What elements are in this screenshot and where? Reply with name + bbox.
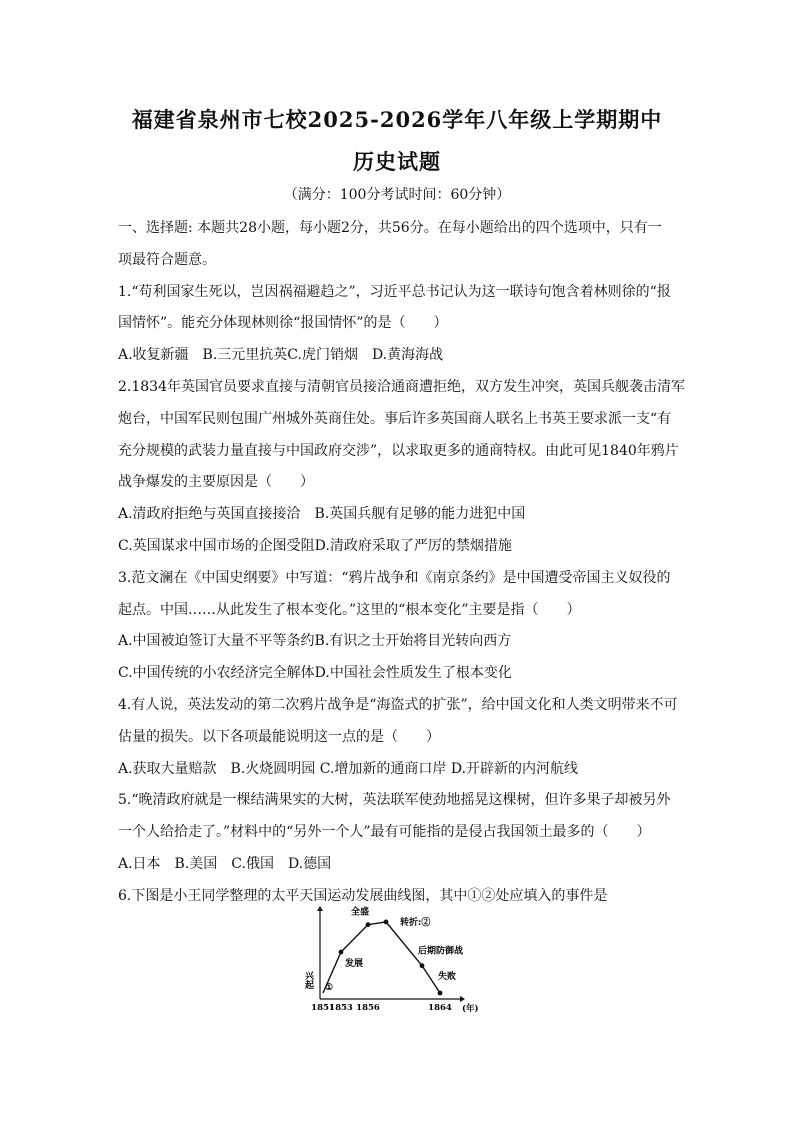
annotation-label: 全盛 — [350, 907, 370, 918]
question-text: 5.“晚清政府就是一棵结满果实的大树，英法联军使劲地摇晃这棵树，但许多果子却被另外 — [118, 792, 671, 809]
question-options: C.英国谋求中国市场的企图受阻D.清政府采取了严厉的禁烟措施 — [118, 537, 512, 554]
question-text: 战争爆发的主要原因是（ ） — [118, 474, 314, 491]
question-text: 1.“苟利国家生死以，岂因祸福避趋之”，习近平总书记认为这一联诗句饱含着林则徐的“报 — [118, 283, 671, 300]
question-text: 一个人给拾走了。”材料中的“另外一个人”最有可能指的是侵占我国领土最多的（ ） — [118, 824, 651, 841]
data-point — [339, 950, 344, 955]
data-point — [438, 991, 443, 996]
question-options: A.获取大量赔款 B.火烧圆明园 C.增加新的通商口岸 D.开辟新的内河航线 — [118, 760, 579, 777]
question-text: 国情怀”。能充分体现林则徐“报国情怀”的是（ ） — [118, 315, 448, 332]
exam-subtitle: 历史试题 — [353, 149, 441, 174]
annotation-label: 失败 — [438, 972, 457, 982]
question-text: 4.有人说，英法发动的第二次鸦片战争是“海盗式的扩张”，给中国文化和人类文明带来不可 — [118, 696, 678, 713]
exam-title: 福建省泉州市七校2025-2026学年八年级上学期期中 — [131, 107, 663, 132]
question-options: A.日本 B.美国 C.俄国 D.德国 — [118, 855, 332, 872]
question-text: 估量的损失。以下各项最能说明这一点的是（ ） — [118, 728, 440, 745]
question-text: 2.1834年英国官员要求直接与清朝官员接洽通商遭拒绝，双方发生冲突，英国兵舰袭击清军 — [118, 378, 685, 395]
question-text: 起点。中国……从此发生了根本变化。”这里的“根本变化”主要是指（ ） — [118, 601, 581, 618]
data-point — [420, 963, 425, 968]
exam-note: （满分：100分考试时间：60分钟） — [283, 187, 511, 203]
question-2 — [118, 372, 685, 563]
question-options: A.清政府拒绝与英国直接接洽 B.英国兵舰有足够的能力进犯中国 — [118, 506, 526, 523]
question-options: A.中国被迫签订大量不平等条约B.有识之士开始将目光转向西方 — [118, 633, 512, 650]
question-text: 3.范文澜在《中国史纲要》中写道：“鸦片战争和《南京条约》是中国遭受帝国主义奴役的 — [118, 569, 671, 586]
question-text: 6.下图是小王同学整理的太平天国运动发展曲线图，其中①②处应填入的事件是 — [118, 887, 608, 904]
exam-body — [118, 213, 685, 913]
question-options: C.中国传统的小农经济完全解体D.中国社会性质发生了根本变化 — [118, 665, 512, 682]
x-axis-arrow — [460, 996, 465, 1002]
annotation-label: 后期防御战 — [418, 946, 464, 957]
y-axis-arrow — [317, 906, 323, 911]
x-axis-label: (年) — [462, 1004, 479, 1014]
question-5 — [118, 785, 678, 880]
taiping-chart — [300, 902, 490, 1017]
question-text: 充分规模的武装力量直接与中国政府交涉”，以求取更多的通商特权。由此可见1840年鸦片 — [118, 442, 679, 459]
x-tick-label: 1853 — [329, 1003, 353, 1013]
question-3 — [118, 563, 678, 690]
section-instruction-cont: 项最符合题意。 — [118, 251, 216, 268]
x-tick-label: 1864 — [428, 1003, 452, 1013]
data-point — [366, 922, 371, 927]
question-text: 炮台，中国军民则包围广州城外英商住处。事后许多英国商人联名上书英王要求派一支“有 — [118, 410, 672, 427]
x-tick-label: 1856 — [356, 1003, 380, 1013]
chart-svg — [300, 902, 490, 1017]
question-1 — [118, 277, 678, 372]
question-options: A.收复新疆 B.三元里抗英C.虎门销烟 D.黄海海战 — [118, 347, 444, 364]
data-point — [384, 920, 389, 925]
annotation-label: 兴起 — [303, 971, 313, 989]
annotation-label: 转折:② — [400, 917, 431, 928]
annotation-label: ① — [325, 983, 334, 993]
series-line — [323, 922, 440, 993]
x-tick-label: 1851 — [311, 1003, 335, 1013]
section-instruction: 一、选择题: 本题共28小题，每小题2分，共56分。在每小题给出的四个选项中，只有一 — [118, 220, 662, 236]
question-4 — [118, 690, 678, 785]
annotation-label: 发展 — [345, 959, 364, 969]
